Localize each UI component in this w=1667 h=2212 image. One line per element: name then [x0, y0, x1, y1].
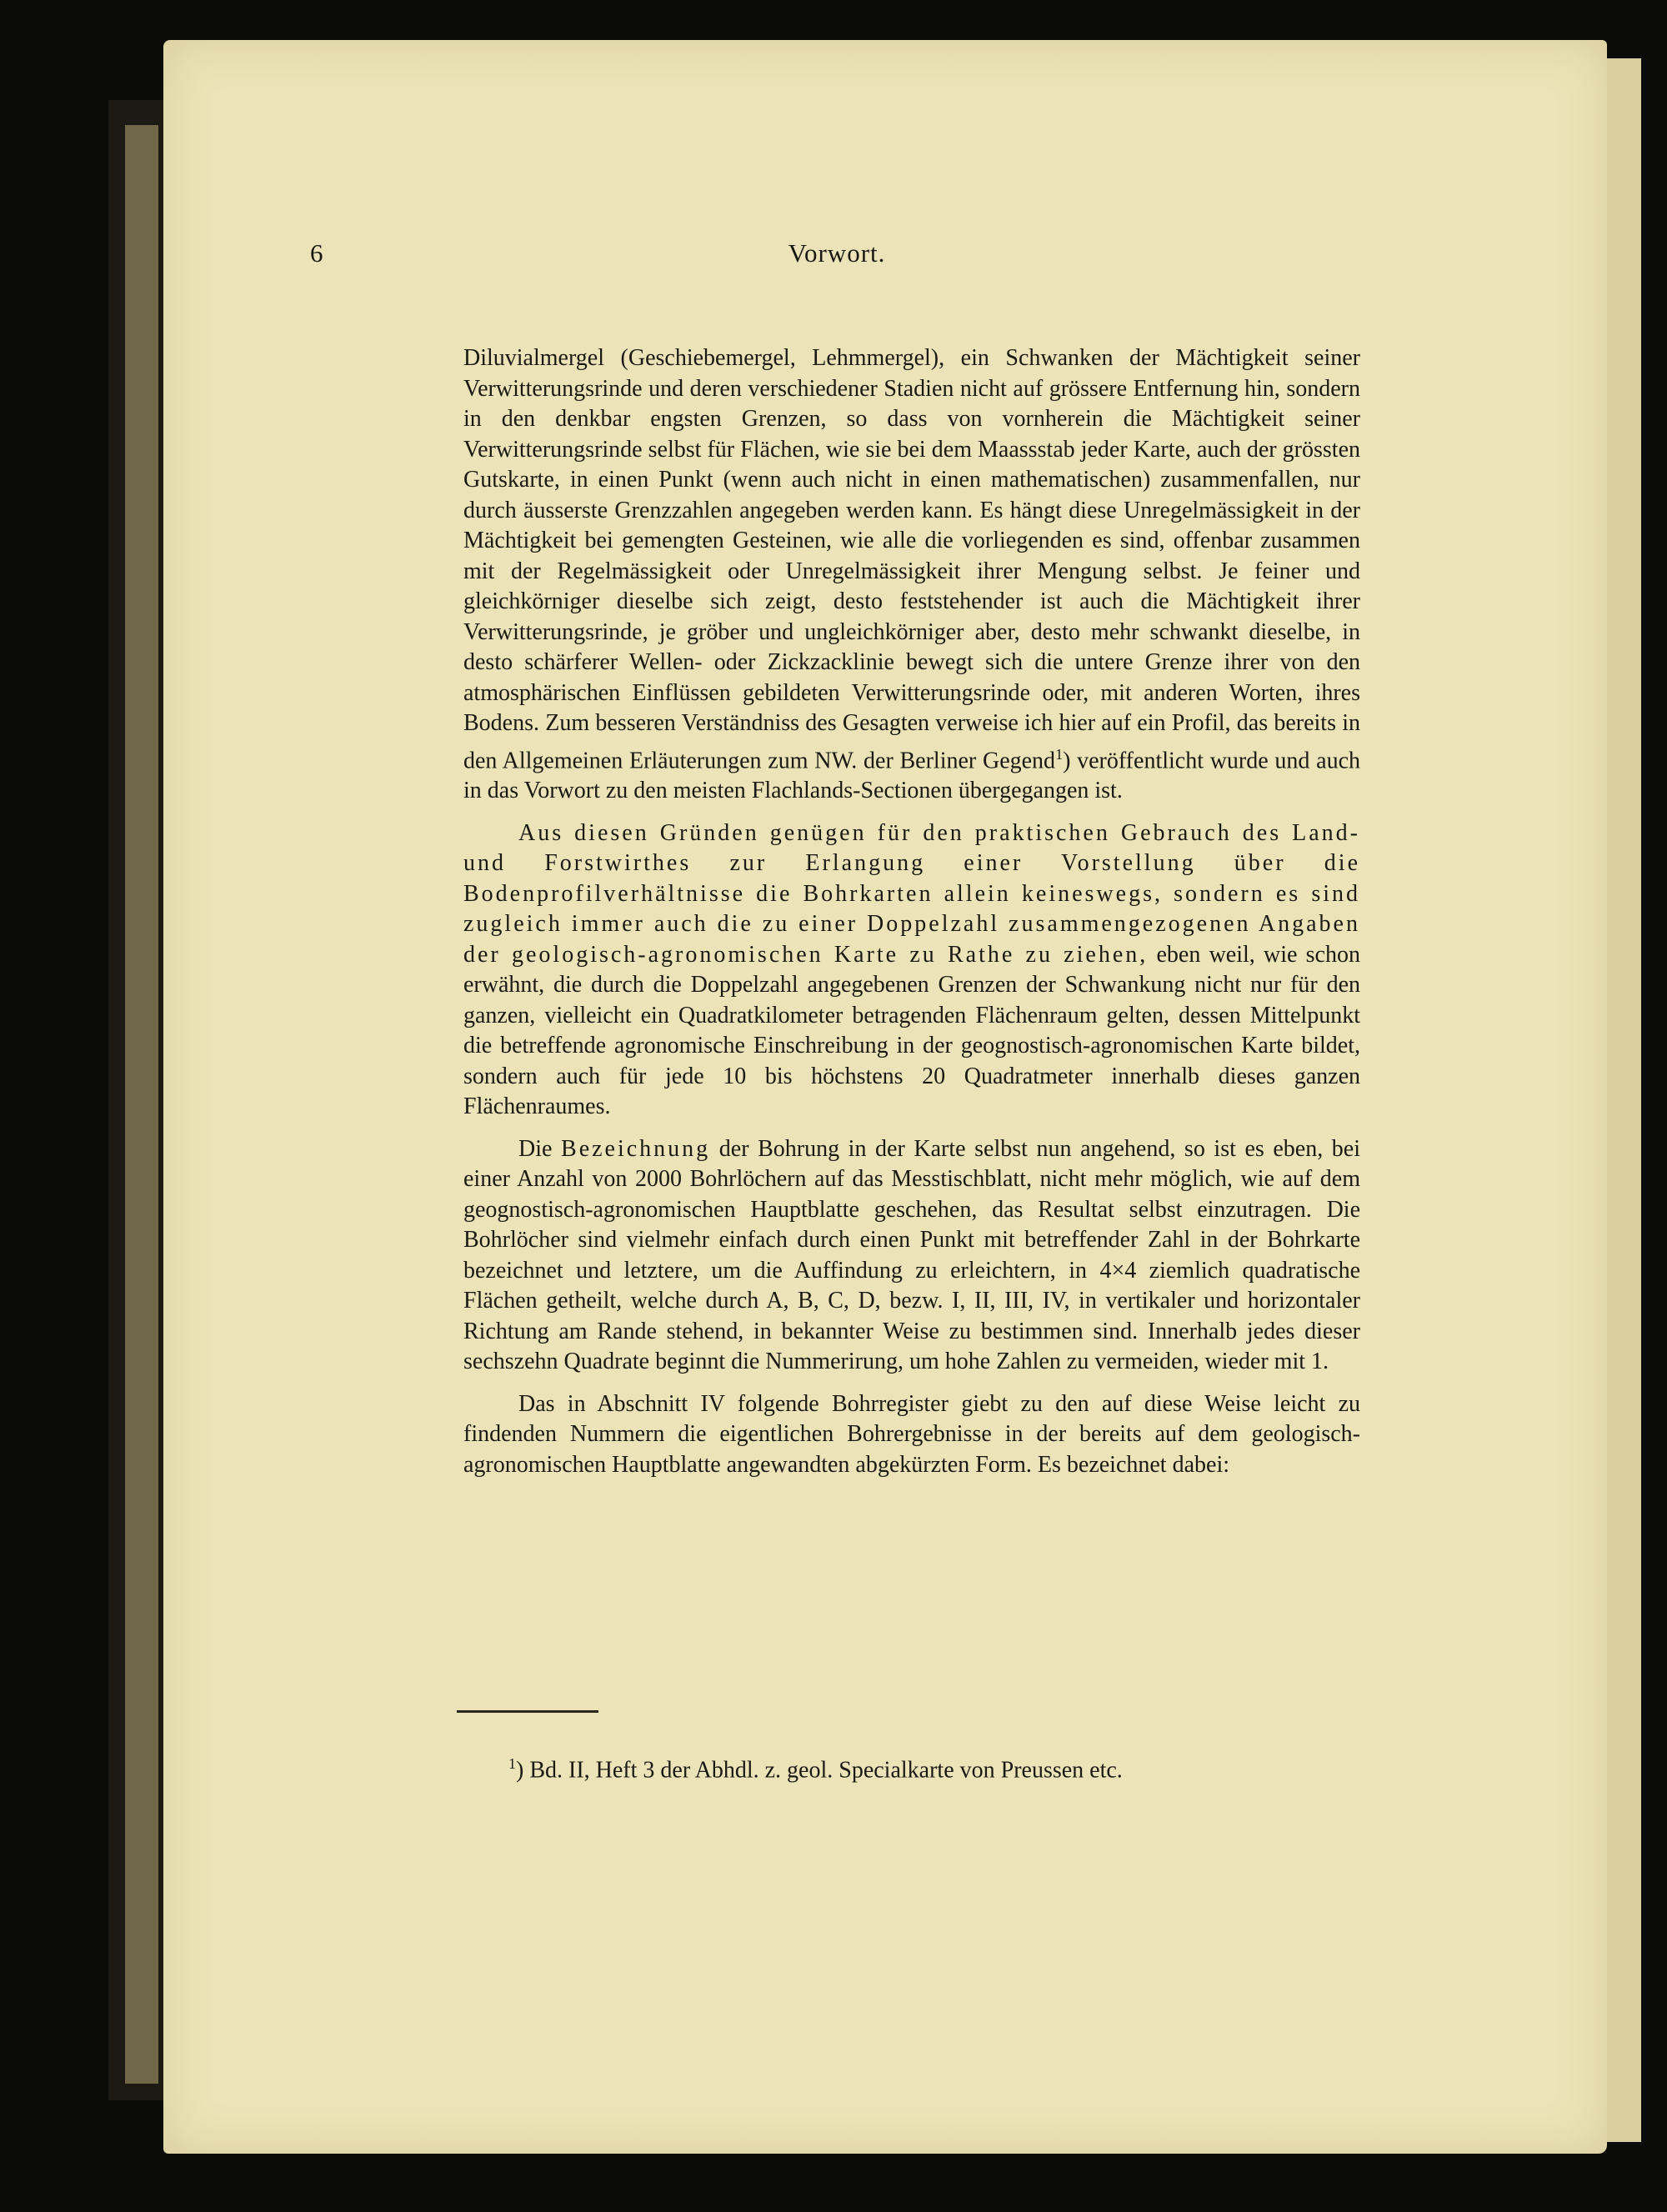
- running-title: Vorwort.: [788, 238, 886, 268]
- paragraph-4: Das in Abschnitt IV folgende Bohrregister giebt zu den auf diese Weise leicht zu findenden Nummern die eigentlichen Bohrergebnisse in der bereits auf dem geologisch-agronomischen Hauptblatte angewandten abgekürzten Form. Es bezeichnet dabei:: [463, 1390, 1360, 1478]
- paragraph-3: [463, 1134, 1360, 1378]
- page-number: 6: [310, 238, 323, 268]
- paragraph-1-text: Diluvialmergel (Geschiebemergel, Lehmmergel), ein Schwanken der Mächtigkeit seiner Verwitterungsrinde und deren verschiedener Stadien nicht auf grössere Entfernung hin, sondern in den denkbar engsten Grenzen, so dass von vornherein die Mächtigkeit seiner Verwitterungsrinde selbst für Flächen, wie sie bei dem Maassstab jeder Karte, auch der grössten Gutskarte, in einen Punkt (wenn auch nicht in einen mathematischen) zusammenfallen, nur durch äusserste Grenzzahlen angegeben werden kann. Es hängt diese Unregelmässigkeit in der Mächtigkeit bei gemengten Gesteinen, wie alle die vorliegenden es sind, offenbar zusammen mit der Regelmässigkeit oder Unregelmässigkeit ihrer Mengung selbst. Je feiner und gleichkörniger dieselbe sich zeigt, desto feststehender ist auch die Mächtigkeit ihrer Verwitterungsrinde, je gröber und ungleichkörniger aber, desto mehr schwankt dieselbe, in desto schärferer Wellen- oder Zickzacklinie bewegt sich die untere Grenze ihrer von den atmosphärischen Einflüssen gebildeten Verwitterungsrinde oder, mit anderen Worten, ihres Bodens. Zum besseren Verständniss des Gesagten verweise ich hier auf ein Profil, das bereits in den Allgemeinen Erläuterungen zum NW. der Berliner Gegend: [463, 345, 1360, 773]
- book-cover-strip: [125, 125, 158, 2084]
- footnote-mark: 1: [508, 1755, 516, 1772]
- footnote-reference: 1: [1055, 745, 1064, 763]
- paragraph-3-text: der Bohrung in der Karte selbst nun angehend, so ist es eben, bei einer Anzahl von 2000 Bohrlöchern auf das Messtischblatt, nicht mehr möglich, wie auf dem geognostisch-agronomischen Hauptblatte geschehen, das Resultat selbst einzutragen. Die Bohrlöcher sind vielmehr einfach durch einen Punkt mit betreffender Zahl in der Bohrkarte bezeichnet und letztere, um die Auffindung zu erleichtern, in 4×4 ziemlich quadratische Flächen getheilt, welche durch A, B, C, D, bezw. I, II, III, IV, in vertikaler und horizontaler Richtung am Rande stehend, in bekannter Weise zu bestimmen sind. Innerhalb jedes dieser sechszehn Quadrate beginnt die Nummerirung, um hohe Zahlen zu vermeiden, wieder mit 1.: [463, 1135, 1360, 1375]
- paragraph-3-emphasis: Bezeichnung: [561, 1135, 711, 1162]
- footnote: [508, 1749, 1375, 1785]
- paragraph-1: [463, 343, 1360, 807]
- paragraph-2-emphasis: Aus diesen Gründen genügen für den praktischen Gebrauch des Land- und Forstwirthes zur Erlangung einer Vorstellung über die Bodenprofilverhältnisse die Bohrkarten allein keineswegs, sondern es sind zugleich immer auch die zu einer Doppelzahl zusammengezogenen Angaben der geologisch-agronomischen Karte zu Rathe zu ziehen,: [463, 819, 1360, 968]
- page-header: [310, 238, 1364, 280]
- paragraph-2-text: eben weil, wie schon erwähnt, die durch die Doppelzahl angegebenen Grenzen der Schwankung nicht nur für den ganzen, vielleicht ein Quadratkilometer betragenden Flächenraum gelten, dessen Mittelpunkt die betreffende agronomische Einschreibung in der geognostisch-agronomischen Karte bildet, sondern auch für jede 10 bis höchstens 20 Quadratmeter innerhalb dieses ganzen Flächenraumes.: [463, 941, 1360, 1120]
- paragraph-2: [463, 818, 1360, 1123]
- footnote-rule: [457, 1710, 598, 1713]
- paragraph-1-tail: ) veröffentlicht wurde und auch in das Vorwort zu den meisten Flachlands-Sectionen übergegangen ist.: [463, 747, 1360, 804]
- paragraph-3-lead: Die: [518, 1135, 562, 1162]
- body-text: [463, 343, 1360, 1492]
- footnote-text: ) Bd. II, Heft 3 der Abhdl. z. geol. Specialkarte von Preussen etc.: [516, 1757, 1123, 1784]
